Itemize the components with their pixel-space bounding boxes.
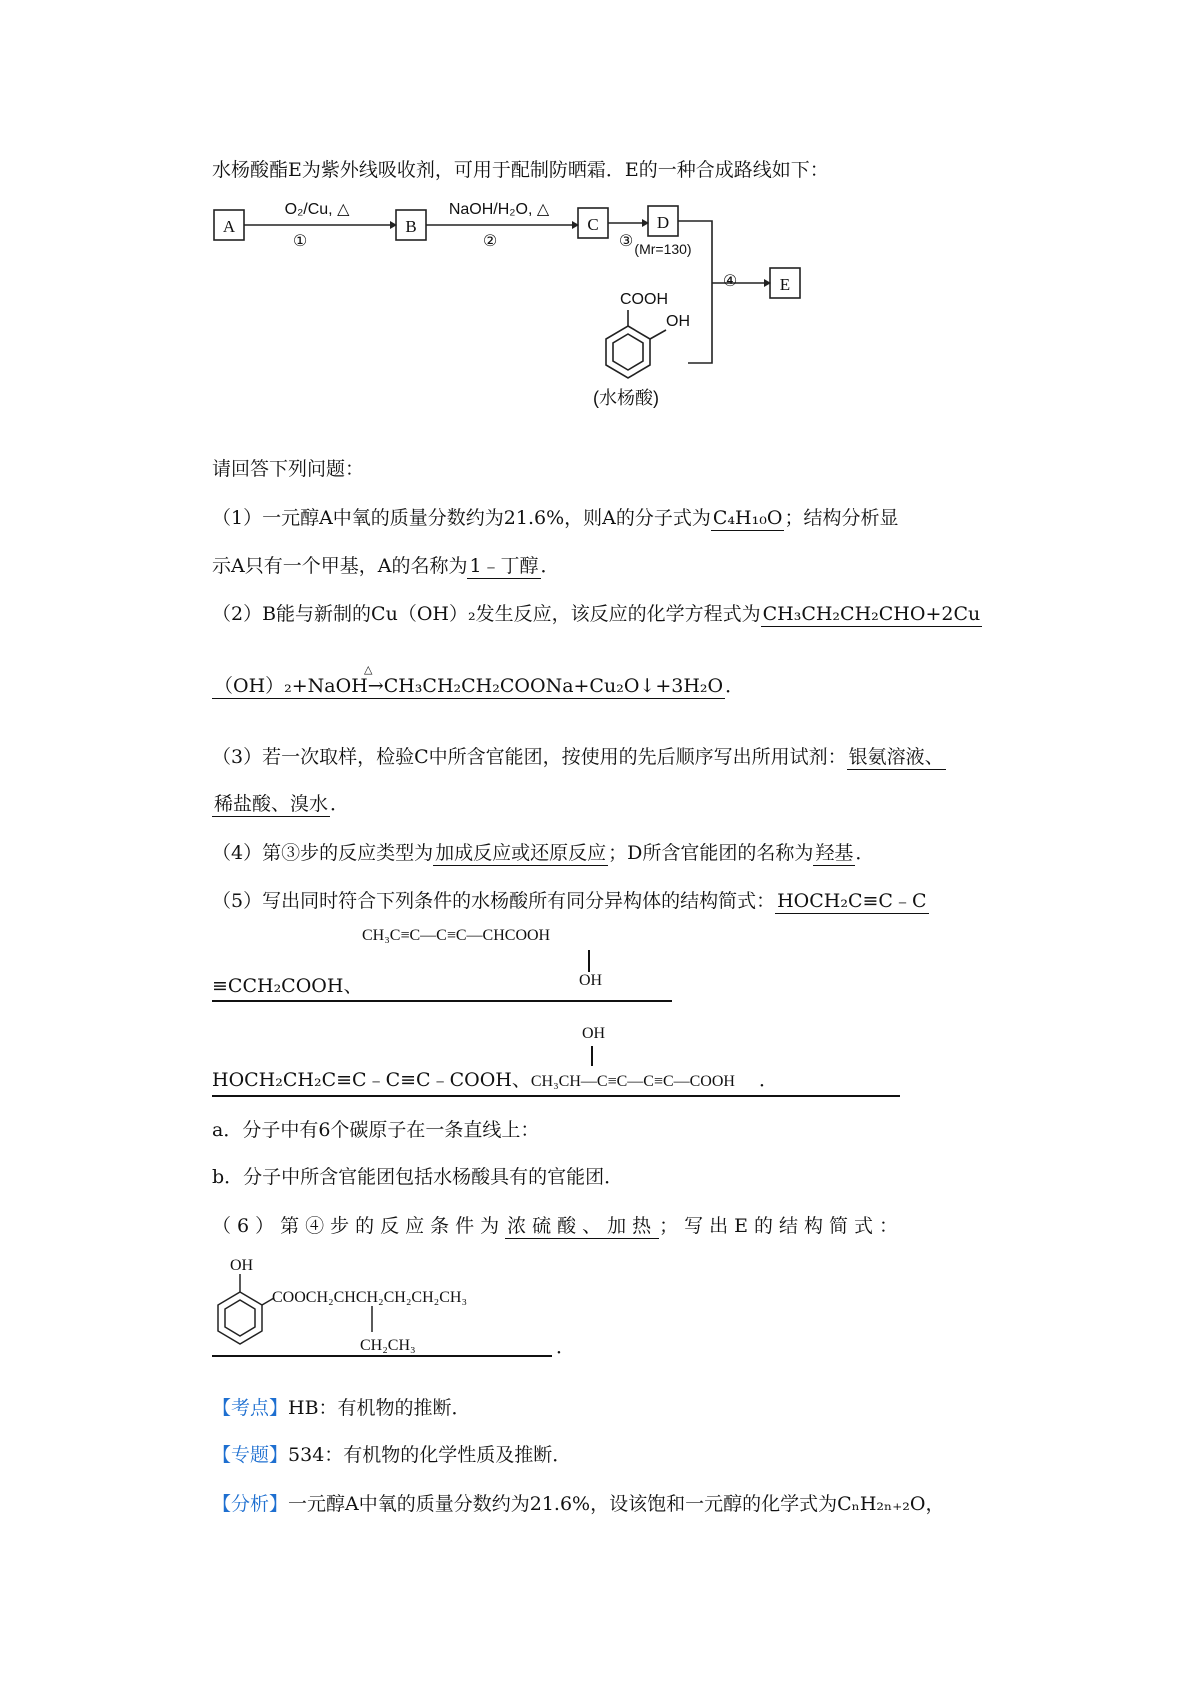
q5-cond-a: a．分子中有6个碳原子在一条直线上： <box>212 1119 540 1141</box>
step1-number: ① <box>292 233 308 250</box>
q2-text1: （2）B能与新制的Cu（OH）₂发生反应，该反应的化学方程式为 <box>212 603 761 625</box>
q1-text2: ；结构分析显 <box>784 507 899 529</box>
q1-line1 <box>212 504 1032 532</box>
q2-answer-part1: CH₃CH₂CH₂CHO+2Cu <box>762 603 981 625</box>
q3-text1: （3）若一次取样，检验C中所含官能团，按使用的先后顺序写出所用试剂： <box>212 746 847 768</box>
q5-answer2: HOCH₂CH₂C≡C﹣C≡C﹣COOH、 <box>212 1069 531 1091</box>
salicylic-oh: OH <box>666 313 690 330</box>
q3-answer-part1: 银氨溶液、 <box>848 746 944 768</box>
q1-answer1: C₄H₁₀O <box>712 507 783 529</box>
q5-line1 <box>212 887 1032 915</box>
q5-cond-b: b．分子中所含官能团包括水杨酸具有的官能团． <box>212 1166 624 1188</box>
q4-text1: （4）第③步的反应类型为 <box>212 842 434 864</box>
compound-e-chain: COOCH₂CHCH₂CH₂CH₂CH₃ <box>272 1289 468 1306</box>
zhuanti-tag: 【专题】 <box>212 1444 289 1466</box>
fenxi-text: 一元醇A中氧的质量分数约为21.6%，设该饱和一元醇的化学式为CₙH₂ₙ₊₂O， <box>288 1493 945 1515</box>
q2-end: ． <box>725 675 745 697</box>
q4-answer1: 加成反应或还原反应 <box>435 842 607 864</box>
kaodian-line <box>212 1394 1032 1422</box>
q6-end: ． <box>556 1336 576 1358</box>
box-d-label: D <box>656 213 670 232</box>
q6-text2: ；写出E的结构简式： <box>659 1215 904 1237</box>
step4-number: ④ <box>722 273 738 290</box>
kaodian-text: HB：有机物的推断． <box>288 1397 471 1419</box>
q4-text2: ；D所含官能团的名称为 <box>608 842 814 864</box>
q5-line3 <box>212 1066 1112 1096</box>
fenxi-tag: 【分析】 <box>212 1493 289 1515</box>
fenxi-line <box>212 1490 1032 1518</box>
box-c-label: C <box>587 215 599 234</box>
step1-condition: O₂/Cu, △ <box>284 201 350 218</box>
zhuanti-line <box>212 1441 1032 1469</box>
compound-e-oh: OH <box>230 1257 254 1274</box>
q2-answer-part2: （OH）₂+NaOH→CH₃CH₂CH₂COONa+Cu₂O↓+3H₂O <box>214 675 724 697</box>
salicylic-name: (水杨酸) <box>593 388 659 408</box>
q6-end-line <box>556 1333 596 1361</box>
prompt-line <box>212 455 1032 483</box>
prompt: 请回答下列问题： <box>212 458 365 480</box>
q2-line1 <box>212 600 1032 628</box>
kaodian-tag: 【考点】 <box>212 1397 289 1419</box>
q5-structure1-chain: CH₃C≡C—C≡C—CHCOOH <box>362 927 551 944</box>
q1-line2 <box>212 552 1032 580</box>
q2-line2 <box>212 663 1032 700</box>
q3-line2 <box>212 790 1032 818</box>
q5-structure2-chain: CH₃CH—C≡C—C≡C—COOH <box>530 1073 735 1090</box>
intro: 水杨酸酯E为紫外线吸收剂，可用于配制防晒霜．E的一种合成路线如下： <box>212 159 829 181</box>
intro-text <box>212 156 1032 184</box>
d-molar-mass: (Mr=130) <box>634 241 692 257</box>
q5-condition-b <box>212 1163 1032 1191</box>
q4-answer2: 羟基 <box>815 842 854 864</box>
q5-answer2-underline <box>212 1095 900 1097</box>
synthesis-scheme <box>200 196 900 432</box>
q5-structure2-oh: OH <box>582 1025 606 1042</box>
compound-e-branch: CH₂CH₃ <box>360 1337 416 1354</box>
q5-answer1-underline <box>212 1000 672 1002</box>
q6-text1: （6）第④步的反应条件为 <box>212 1215 506 1237</box>
compound-e-structure <box>208 1250 568 1360</box>
q5-text1: （5）写出同时符合下列条件的水杨酸所有同分异构体的结构简式： <box>212 890 776 912</box>
q1-text3: 示A只有一个甲基，A的名称为 <box>212 555 468 577</box>
q1-text4: ． <box>540 555 560 577</box>
q4-line <box>212 839 1032 867</box>
box-a-label: A <box>222 217 236 236</box>
q5-condition-a <box>212 1116 1032 1144</box>
zhuanti-text: 534：有机物的化学性质及推断． <box>288 1444 572 1466</box>
q5-structure1-bond <box>588 950 590 972</box>
q3-answer-part2: 稀盐酸、溴水 <box>214 793 329 815</box>
step2-number: ② <box>482 233 498 250</box>
q6-line1 <box>212 1212 1032 1240</box>
box-b-label: B <box>405 217 417 236</box>
q4-end: ． <box>855 842 875 864</box>
q5-line2 <box>212 972 1032 1000</box>
q5-end: ． <box>758 1069 778 1091</box>
q5-answer1a: HOCH₂C≡C﹣C <box>777 890 927 912</box>
step2-condition: NaOH/H₂O, △ <box>448 201 550 218</box>
q1-answer2: 1﹣丁醇 <box>469 555 539 577</box>
box-e-label: E <box>779 275 791 294</box>
q6-answer2-underline <box>212 1355 552 1357</box>
q2-heat-symbol: △ <box>364 663 373 676</box>
q3-line1 <box>212 743 1032 771</box>
q5-structure2-bond <box>591 1046 593 1066</box>
q1-text1: （1）一元醇A中氧的质量分数约为21.6%，则A的分子式为 <box>212 507 711 529</box>
step3-number: ③ <box>618 233 634 250</box>
salicylic-cooh: COOH <box>620 291 668 308</box>
q6-answer1: 浓硫酸、加热 <box>507 1215 658 1237</box>
q5-structure1-oh: OH <box>579 972 603 989</box>
q3-end: ． <box>330 793 350 815</box>
q5-answer1b: ≡CCH₂COOH、 <box>212 975 363 997</box>
